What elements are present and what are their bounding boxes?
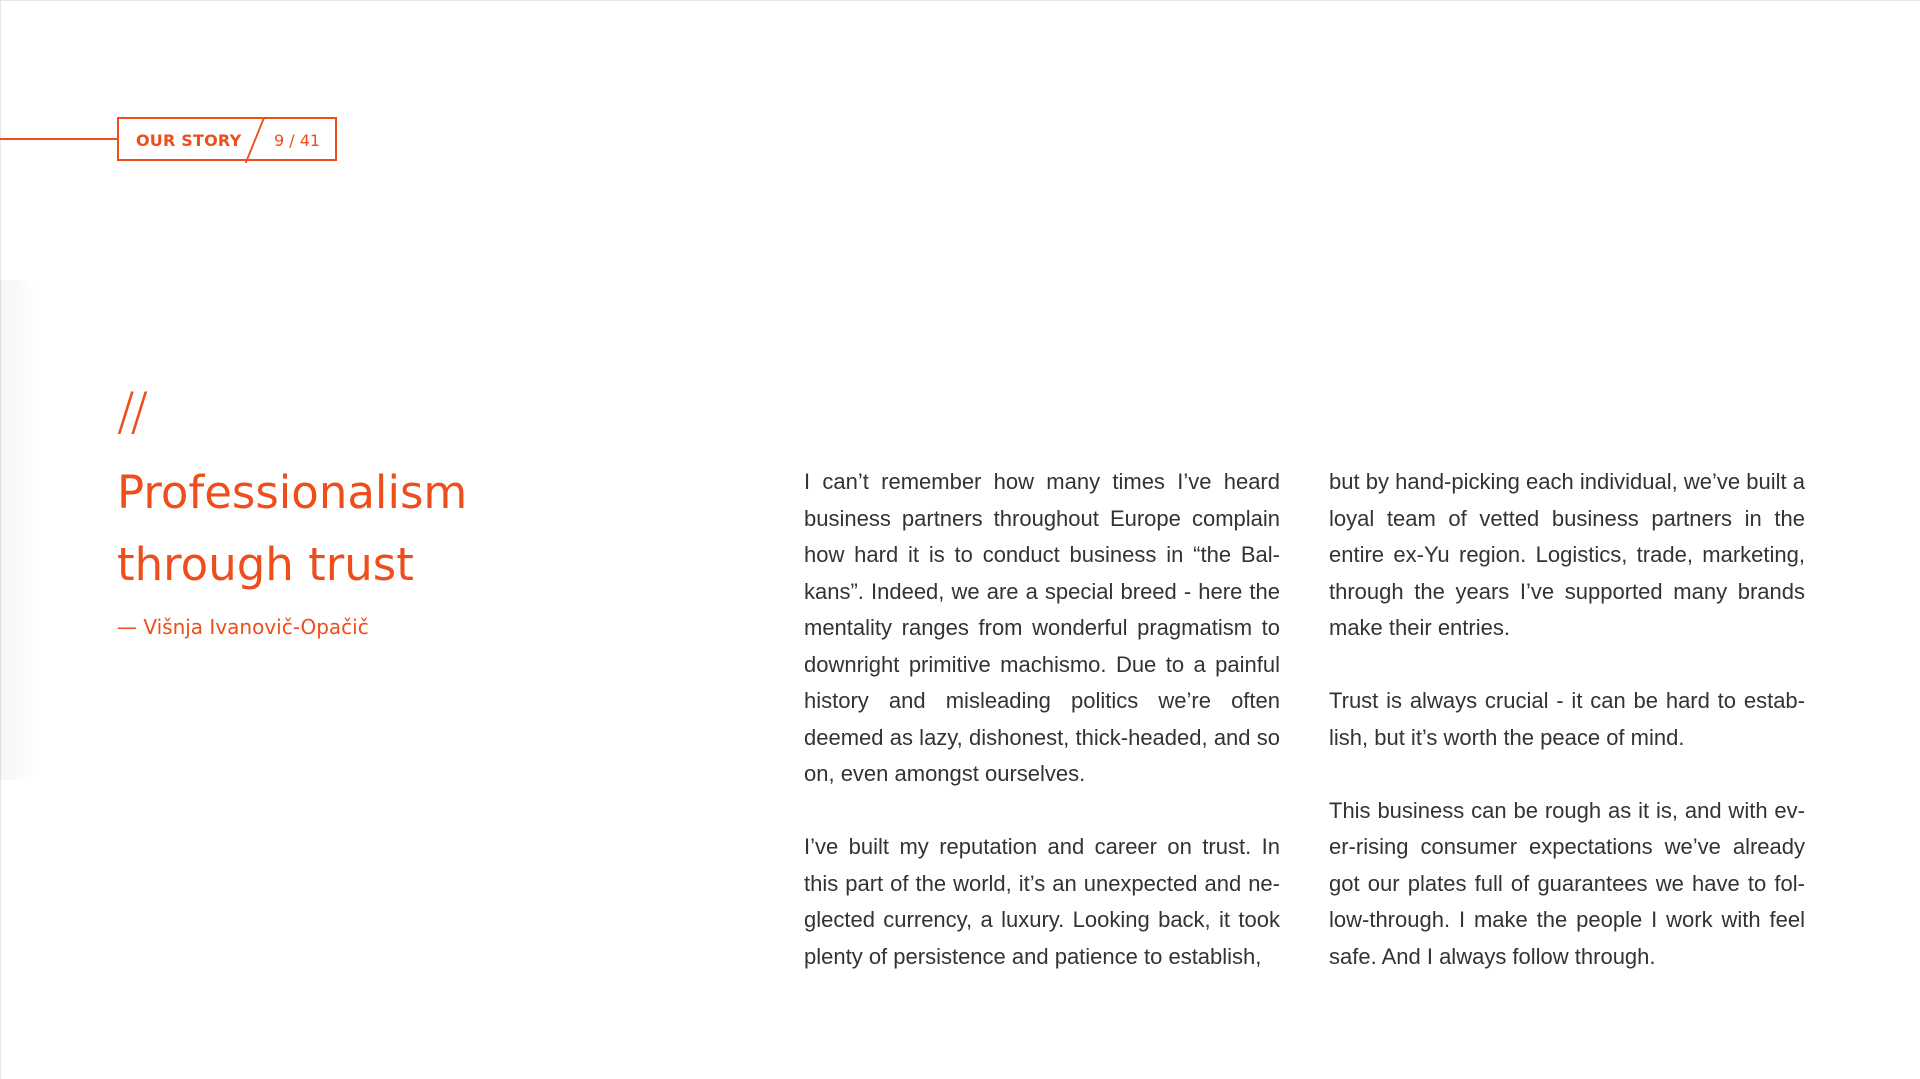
header-rule xyxy=(0,138,117,140)
section-label: OUR STORY xyxy=(136,131,242,150)
page-indicator: 9 / 41 xyxy=(274,131,321,150)
quote-slashes: // xyxy=(117,382,145,442)
author-attribution: — Višnja Ivanovič-Opačič xyxy=(117,615,369,639)
header-divider xyxy=(245,117,266,163)
side-shadow xyxy=(0,280,38,780)
paragraph: This business can be rough as it is, and with ever-rising consumer expectations we’ve already got our plates full of guarantees we have to follow-through. I make the people I work with feel safe. And I always follow through. xyxy=(1329,797,1805,969)
paragraph: but by hand-picking each individual, we’ve built a loyal team of vetted business partners in the entire ex-Yu region. Logistics, trade, marketing, through the years I’ve supported many brands make their entries. xyxy=(1329,469,1805,640)
body-column-left xyxy=(804,464,1280,975)
paragraph: Trust is always crucial - it can be hard to establish, but it’s worth the peace of mind. xyxy=(1329,688,1805,750)
title-line-1: Professionalism xyxy=(117,466,468,519)
body-column-right xyxy=(1329,464,1805,975)
paragraph: I can’t remember how many times I’ve heard business partners throughout Europe complain how hard it is to conduct business in “the Balkans”. Indeed, we are a special breed - here the mentality ranges from wonderful pragmatism to downright primitive machismo. Due to a painful history and misleading politics we’re often deemed as lazy, dishonest, thick-headed, and so on, even amongst ourselves. xyxy=(804,469,1280,786)
paragraph: I’ve built my reputation and career on trust. In this part of the world, it’s an unexpected and neglected currency, a luxury. Looking back, it took plenty of persistence and patience to establish, xyxy=(804,834,1280,969)
page-title xyxy=(117,457,617,601)
section-header xyxy=(117,117,337,161)
title-line-2: through trust xyxy=(117,538,414,591)
page-frame-top xyxy=(0,0,1920,1)
